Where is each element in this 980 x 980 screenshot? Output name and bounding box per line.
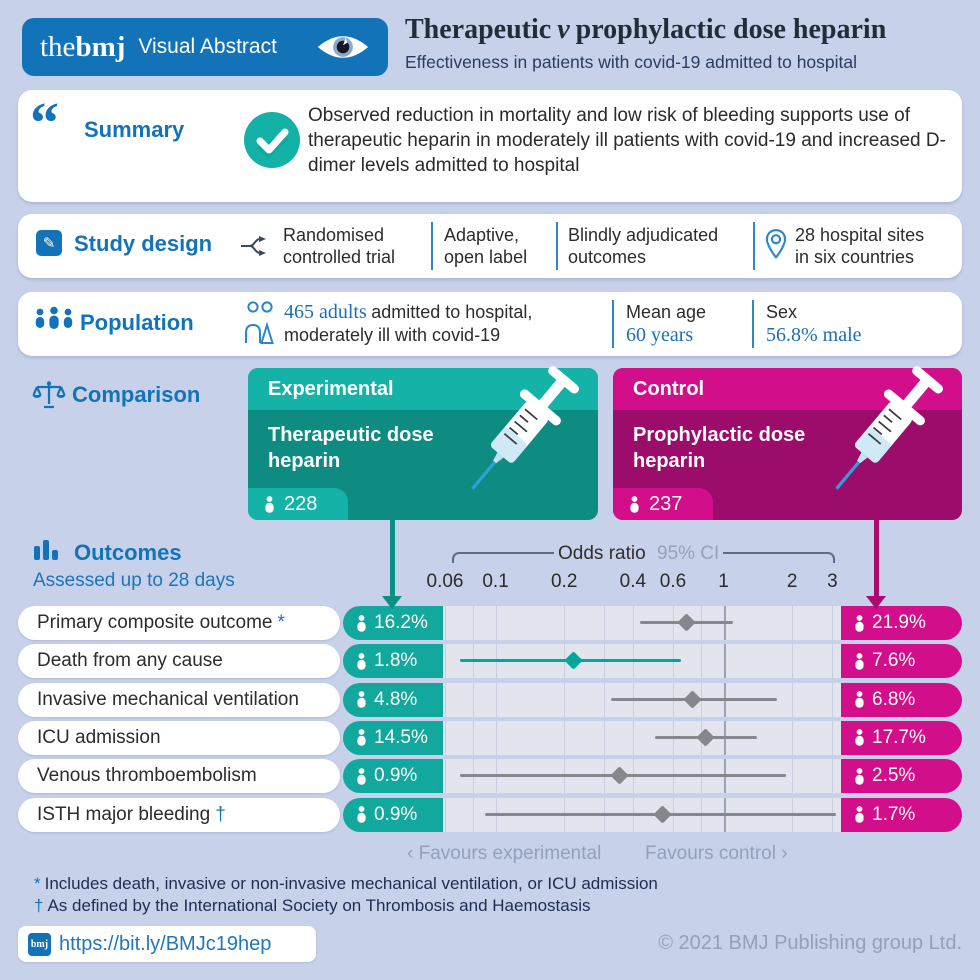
outcome-label: [18, 759, 340, 793]
forest-plot-band: [443, 798, 841, 832]
axis-tick-label: 1: [718, 571, 729, 592]
scales-icon: [32, 380, 66, 410]
control-pct: 21.9%: [872, 612, 926, 633]
odds-ratio-point: [610, 766, 628, 784]
study-design-section-label: Study design: [74, 231, 213, 256]
population-line1-rest: admitted to hospital,: [371, 302, 533, 322]
control-pct: 17.7%: [872, 726, 926, 748]
control-pct-badge: [841, 644, 962, 678]
control-arrow: [874, 520, 879, 597]
control-arrowhead-icon: [866, 596, 886, 609]
summary-text: Observed reduction in mortality and low risk of bleeding supports use of therapeutic heparin in moderately ill patients with covid-19 and increased D-dimer levels admitted to hospital: [308, 105, 946, 176]
experimental-pct: 0.9%: [374, 765, 418, 787]
gridline: [564, 721, 565, 755]
syringe-icon: [806, 360, 966, 520]
gridline: [496, 721, 497, 755]
control-pct-badge: [841, 683, 962, 717]
eye-icon: [316, 31, 370, 63]
gridline: [832, 606, 833, 640]
page-title: [405, 14, 886, 46]
person-icon: [356, 691, 367, 708]
control-pct: 6.8%: [872, 688, 916, 710]
experimental-arrowhead-icon: [382, 596, 402, 609]
control-pct: 7.6%: [872, 650, 916, 672]
gridline: [564, 683, 565, 717]
odds-ratio-point: [678, 613, 696, 631]
population-line2: moderately ill with covid-19: [284, 325, 501, 345]
axis-tick-label: 0.06: [426, 571, 464, 592]
title-v: v: [557, 14, 570, 45]
study-item-2: [444, 224, 527, 268]
population-section-label: Population: [80, 310, 194, 335]
control-pct-badge: [841, 798, 962, 832]
gridline: [473, 606, 474, 640]
experimental-pct-badge: [343, 683, 443, 717]
control-pct-badge: [841, 759, 962, 793]
control-n-badge: [613, 488, 713, 520]
footnote-marker: †: [215, 803, 226, 825]
experimental-n-badge: [248, 488, 348, 520]
study-item-3-line1: Blindly adjudicated: [568, 225, 719, 245]
title-post: prophylactic dose heparin: [575, 14, 887, 45]
outcome-row: [18, 606, 962, 640]
forest-plot: [18, 606, 962, 838]
person-icon: [356, 806, 367, 823]
branch-icon: [240, 234, 268, 258]
outcome-label-text: Venous thromboembolism: [37, 765, 257, 787]
odds-ratio-point: [653, 805, 671, 823]
experimental-pct-badge: [343, 644, 443, 678]
gridline: [496, 683, 497, 717]
control-pct: 2.5%: [872, 765, 916, 787]
experimental-card: [248, 368, 598, 520]
gridline: [564, 606, 565, 640]
forest-plot-band: [443, 606, 841, 640]
favours-experimental-label: ‹ Favours experimental: [407, 843, 602, 864]
divider: [753, 222, 755, 270]
gridline: [473, 798, 474, 832]
experimental-pct-badge: [343, 759, 443, 793]
gridline: [496, 606, 497, 640]
study-item-3: [568, 224, 718, 268]
footnote-dagger-text: As defined by the International Society on Thrombosis and Haemostasis: [47, 896, 591, 915]
reference-line-or1: [724, 644, 726, 678]
person-icon: [356, 653, 367, 670]
favours-control-label: Favours control ›: [645, 843, 788, 864]
odds-ratio-point: [696, 728, 714, 746]
axis-tick-label: 3: [827, 571, 838, 592]
dagger-marker: †: [34, 896, 44, 915]
study-item-1-line1: Randomised: [283, 225, 385, 245]
gridline: [701, 644, 702, 678]
gridline: [445, 644, 446, 678]
study-item-4-line1: 28 hospital sites: [795, 225, 925, 245]
footnote-marker: *: [277, 612, 285, 633]
gridline: [633, 606, 634, 640]
axis-tick-label: 0.1: [482, 571, 509, 592]
experimental-title: Experimental: [268, 378, 394, 400]
axis-tick-label: 2: [786, 571, 798, 592]
study-item-4-line2: in six countries: [795, 247, 915, 267]
control-title: Control: [633, 378, 705, 400]
gridline: [445, 721, 446, 755]
outcome-label-text: Death from any cause: [37, 650, 223, 672]
gridline: [832, 721, 833, 755]
forest-plot-band: [443, 644, 841, 678]
gridline: [832, 683, 833, 717]
footnote-asterisk-text: Includes death, invasive or non-invasive mechanical ventilation, or ICU admission: [44, 874, 658, 893]
divider: [612, 300, 614, 348]
gridline: [604, 683, 605, 717]
person-icon: [854, 615, 865, 632]
outcome-row: [18, 644, 962, 678]
gridline: [792, 606, 793, 640]
mean-age-label: Mean age: [626, 302, 707, 322]
quote-icon: “: [30, 90, 59, 155]
axis-tick-label: 0.6: [659, 571, 687, 592]
outcome-row: [18, 721, 962, 755]
divider: [431, 222, 433, 270]
axis-bracket-left: [452, 552, 554, 563]
person-icon: [854, 768, 865, 785]
person-icon: [356, 768, 367, 785]
outcomes-sublabel: Assessed up to 28 days: [33, 570, 235, 591]
experimental-pct-badge: [343, 606, 443, 640]
gridline: [633, 721, 634, 755]
outcome-label: [18, 606, 340, 640]
brand-suffix: Visual Abstract: [138, 35, 277, 58]
gridline: [832, 644, 833, 678]
outcome-label: [18, 683, 340, 717]
odds-ratio-point: [683, 690, 701, 708]
outcome-label: [18, 798, 340, 832]
experimental-pct-badge: [343, 721, 443, 755]
footnote-dagger: [34, 896, 591, 916]
study-item-3-line2: outcomes: [568, 247, 647, 267]
person-icon: [264, 496, 275, 513]
outcome-label: [18, 644, 340, 678]
outcome-label-text: ICU admission: [37, 726, 161, 748]
study-item-4: [795, 224, 924, 268]
person-icon: [854, 653, 865, 670]
outcome-row: [18, 759, 962, 793]
outcome-row: [18, 798, 962, 832]
check-circle-icon: [244, 112, 300, 168]
study-item-1-line2: controlled trial: [283, 247, 396, 267]
person-icon: [629, 496, 640, 513]
bar-chart-icon: [34, 540, 58, 560]
footer-link-pill: [18, 926, 316, 962]
gridline: [473, 721, 474, 755]
gridline: [792, 721, 793, 755]
footnote-asterisk: [34, 874, 658, 894]
divider: [752, 300, 754, 348]
axis-bracket-right: [723, 552, 835, 563]
syringe-icon: [442, 360, 602, 520]
copyright-text: © 2021 BMJ Publishing group Ltd.: [658, 932, 962, 954]
person-icon: [854, 691, 865, 708]
axis-tick-label: 0.4: [619, 571, 647, 592]
outcome-label-text: ISTH major bleeding: [37, 803, 211, 825]
forest-plot-band: [443, 683, 841, 717]
person-icon: [356, 615, 367, 632]
experimental-pct-badge: [343, 798, 443, 832]
gridline: [792, 759, 793, 793]
control-card: [613, 368, 962, 520]
gridline: [445, 683, 446, 717]
person-icon: [854, 806, 865, 823]
pencil-icon: ✎: [36, 230, 62, 256]
forest-plot-band: [443, 721, 841, 755]
gridline: [604, 721, 605, 755]
outcomes-section-label: Outcomes: [74, 540, 182, 565]
study-item-2-line1: Adaptive,: [444, 225, 520, 245]
footer-url-link[interactable]: https://bit.ly/BMJc19hep: [59, 932, 272, 955]
brand-the: the: [40, 30, 76, 63]
bmj-mini-logo: bmj: [28, 933, 51, 956]
control-pct: 1.7%: [872, 803, 916, 825]
gridline: [445, 759, 446, 793]
brand-bmj: bmj: [75, 30, 126, 63]
comparison-section-label: Comparison: [72, 382, 201, 407]
person-icon: [356, 729, 367, 746]
outcome-label-text: Invasive mechanical ventilation: [37, 688, 299, 710]
gridline: [445, 606, 446, 640]
experimental-pct: 0.9%: [374, 803, 418, 825]
person-icon: [854, 729, 865, 746]
control-pct-badge: [841, 606, 962, 640]
outcome-label: [18, 721, 340, 755]
sex-label: Sex: [766, 302, 798, 322]
axis-ci-label: 95% CI: [657, 543, 720, 564]
asterisk-marker: *: [34, 874, 41, 893]
axis-title: Odds ratio: [558, 543, 646, 564]
experimental-arrow: [390, 520, 395, 597]
sex-value: 56.8% male: [766, 324, 862, 346]
experimental-pct: 14.5%: [374, 726, 428, 748]
header-titles: [405, 14, 886, 73]
outcome-label-text: Primary composite outcome: [37, 612, 273, 633]
control-treatment: Prophylactic dose heparin: [633, 424, 806, 472]
population-n: 465 adults: [284, 301, 367, 323]
experimental-pct: 4.8%: [374, 688, 418, 710]
axis-tick-label: 0.2: [550, 571, 578, 592]
summary-section-label: Summary: [84, 117, 185, 142]
page-subtitle: Effectiveness in patients with covid-19 admitted to hospital: [405, 52, 858, 72]
control-pct-badge: [841, 721, 962, 755]
bmj-brand-bar: [22, 18, 388, 76]
study-item-1: [283, 224, 395, 268]
control-n: 237: [649, 492, 683, 515]
location-pin-icon: [764, 228, 788, 260]
odds-ratio-point: [564, 652, 582, 670]
title-pre: Therapeutic: [405, 14, 552, 45]
gridline: [473, 683, 474, 717]
gridline: [445, 798, 446, 832]
gridline: [832, 759, 833, 793]
experimental-pct: 16.2%: [374, 612, 428, 633]
gridline: [792, 683, 793, 717]
experimental-pct: 1.8%: [374, 650, 418, 672]
outcome-row: [18, 683, 962, 717]
forest-plot-band: [443, 759, 841, 793]
people-icon: [34, 306, 74, 332]
population-line1: [284, 301, 532, 324]
people-outline-icon: [242, 300, 278, 346]
gridline: [604, 606, 605, 640]
study-item-2-line2: open label: [444, 247, 528, 267]
divider: [556, 222, 558, 270]
gridline: [792, 644, 793, 678]
experimental-n: 228: [284, 492, 318, 515]
experimental-treatment: Therapeutic dose heparin: [268, 424, 434, 472]
mean-age-value: 60 years: [626, 324, 694, 346]
